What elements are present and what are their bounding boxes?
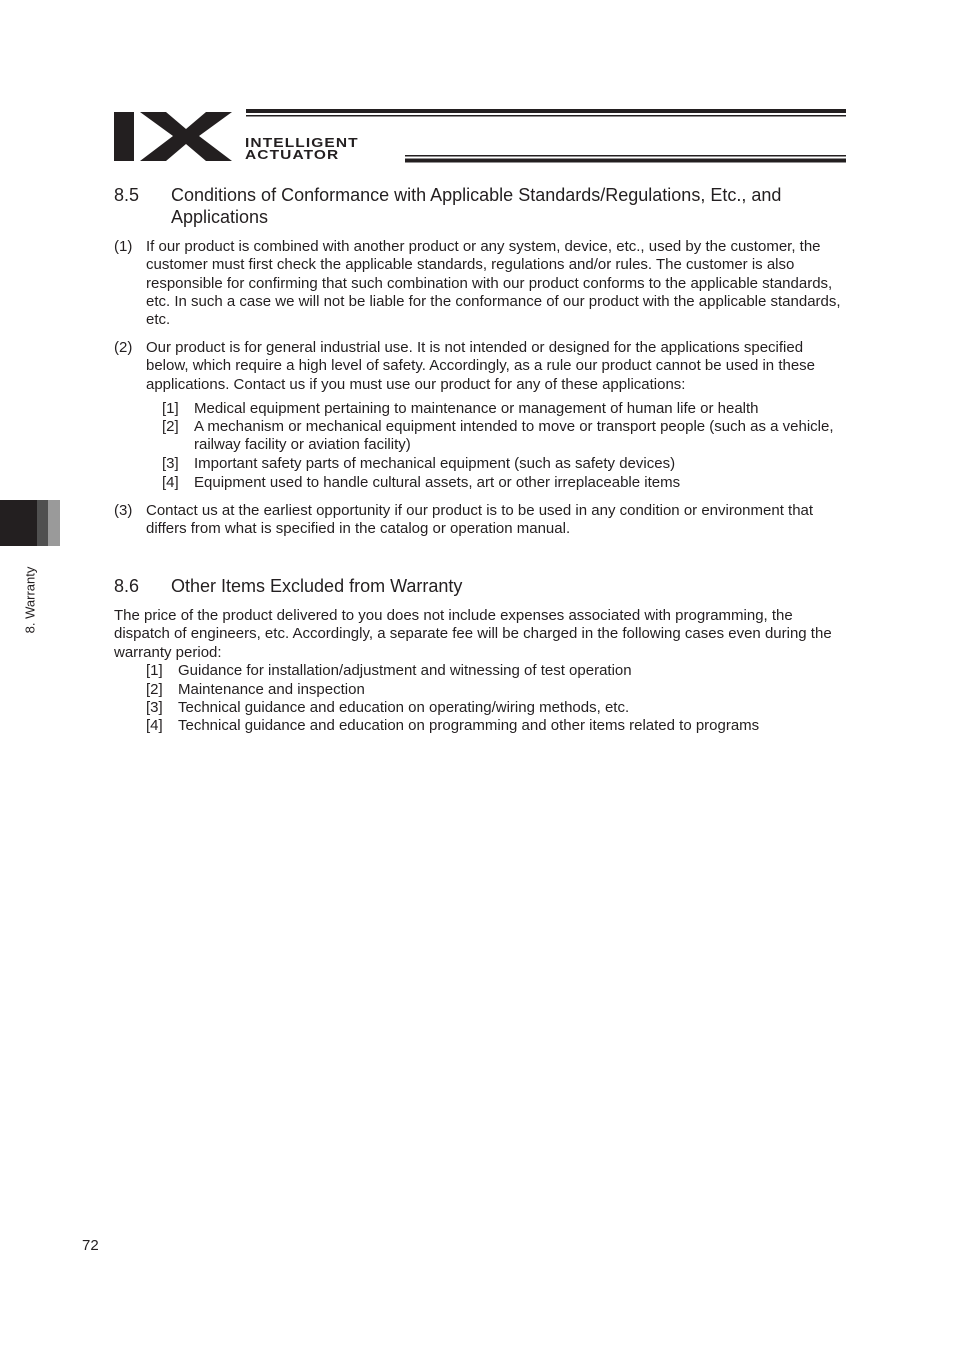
section-number: 8.5	[114, 185, 140, 205]
item-text: Our product is for general industrial use. It is not intended or designed for the applications specified below, which require a high level of safety. Accordingly, as a rule our product cannot be used in these applications. Contact us if you must use our product for any of these applications:	[146, 339, 816, 393]
item-marker: (1)	[114, 238, 133, 255]
item-text: If our product is combined with another product or any system, device, etc., used by the customer, the customer must first check the applicable standards, regulations and/or rules. The customer is also responsible for confirming that such combination with our product conforms to the applicable standards, etc. In such a case we will not be liable for the conformance of our product with the applicable standards, etc.	[146, 238, 841, 329]
chapter-tab	[0, 500, 60, 546]
section-title: Conditions of Conformance with Applicable Standards/Regulations, Etc., and Applications	[171, 185, 782, 227]
item-marker: [2]	[162, 418, 179, 435]
item-text: Technical guidance and education on programming and other items related to programs	[178, 717, 760, 734]
item-text: Guidance for installation/adjustment and witnessing of test operation	[178, 662, 632, 679]
ix-logo-mark	[114, 109, 846, 165]
section-number: 8.6	[114, 576, 140, 596]
item-marker: [4]	[146, 717, 163, 734]
section-title: Other Items Excluded from Warranty	[171, 576, 463, 596]
item-marker: [3]	[146, 699, 163, 716]
ix-logo	[114, 109, 846, 165]
item-text: Contact us at the earliest opportunity if our product is to be used in any condition or environment that differs from what is specified in the catalog or operation manual.	[146, 502, 814, 538]
section-intro: The price of the product delivered to you does not include expenses associated with programming, the dispatch of engineers, etc. Accordingly, a separate fee will be charged in the following cases even during the warranty period:	[114, 607, 832, 661]
item-marker: (2)	[114, 339, 133, 356]
chapter-tab-label: 8. Warranty	[22, 566, 38, 634]
logo-line-intelligent: INTELLIGENT	[245, 136, 359, 151]
item-text: Important safety parts of mechanical equipment (such as safety devices)	[194, 455, 676, 472]
item-marker: [4]	[162, 474, 179, 491]
logo-line-actuator: ACTUATOR	[245, 148, 340, 163]
item-marker: [2]	[146, 681, 163, 698]
item-marker: [1]	[146, 662, 163, 679]
item-text: Maintenance and inspection	[178, 681, 365, 698]
item-marker: [3]	[162, 455, 179, 472]
item-marker: [1]	[162, 400, 179, 417]
item-text: A mechanism or mechanical equipment intended to move or transport people (such as a vehicle, railway facility or aviation facility)	[194, 418, 834, 454]
item-marker: (3)	[114, 502, 133, 519]
item-text: Medical equipment pertaining to maintenance or management of human life or health	[194, 400, 759, 417]
page-number: 72	[82, 1237, 99, 1254]
item-text: Technical guidance and education on operating/wiring methods, etc.	[178, 699, 630, 716]
item-text: Equipment used to handle cultural assets, art or other irreplaceable items	[194, 474, 681, 491]
